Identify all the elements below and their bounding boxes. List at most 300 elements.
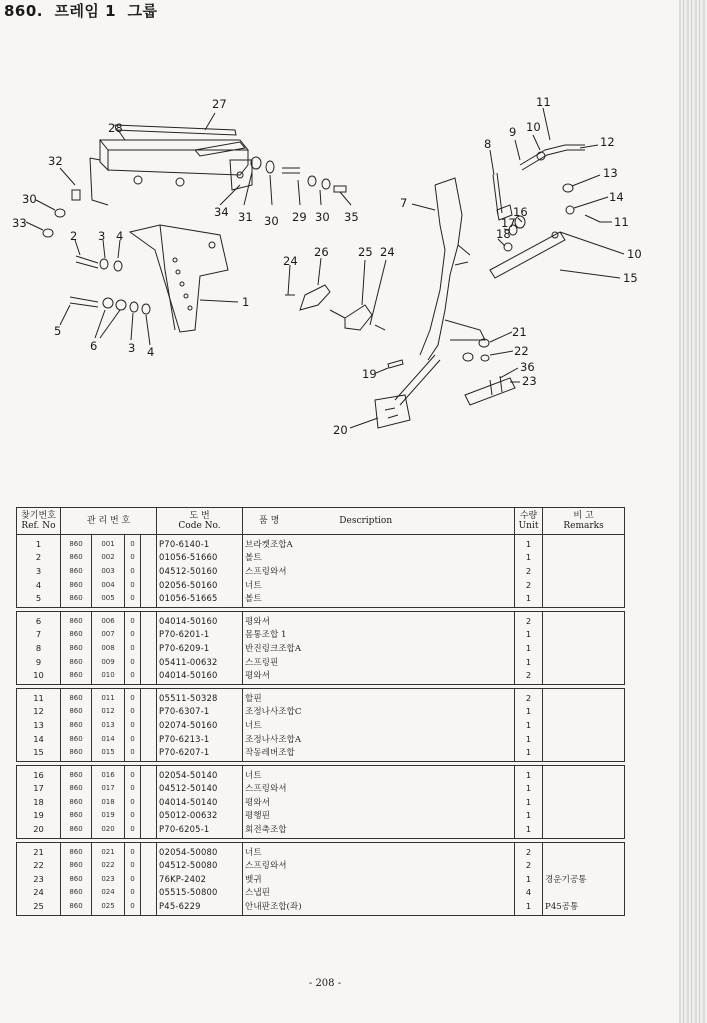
callout-24: 24 [283,254,298,268]
cell-code: 01056-51665 [157,591,243,607]
cell-qty: 1 [515,899,543,915]
cell-qty: 1 [515,809,543,823]
cell-remarks [543,591,625,607]
cell-blank [141,886,157,900]
header-mgmt: 관 리 번 호 [61,508,157,535]
cell-remarks [543,611,625,627]
cell-desc: 평와셔 [243,795,515,809]
cell-qty: 2 [515,668,543,684]
cell-remarks: P45공통 [543,899,625,915]
callout-14: 14 [609,190,624,204]
cell-remarks [543,628,625,642]
cell-desc: 스프링와셔 [243,564,515,578]
callout-30: 30 [22,192,37,206]
cell-v: 0 [125,551,141,565]
cell-code: 04512-50140 [157,782,243,796]
cell-qty: 1 [515,795,543,809]
cell-remarks [543,809,625,823]
cell-desc: 안내판조합(좌) [243,899,515,915]
cell-desc: 너트 [243,765,515,781]
callout-24b: 24 [380,245,395,259]
cell-n: 022 [92,858,125,872]
cell-n: 006 [92,611,125,627]
cell-remarks [543,732,625,746]
cell-blank [141,591,157,607]
parts-table [16,507,625,916]
cell-n: 009 [92,655,125,669]
cell-g: 860 [61,705,92,719]
cell-v: 0 [125,718,141,732]
cell-qty: 1 [515,732,543,746]
cell-code: P70-6201-1 [157,628,243,642]
cell-v: 0 [125,591,141,607]
table-row [17,782,625,796]
cell-remarks [543,886,625,900]
cell-g: 860 [61,782,92,796]
cell-qty: 2 [515,611,543,627]
table-row [17,705,625,719]
cell-n: 018 [92,795,125,809]
cell-code: 04014-50160 [157,668,243,684]
cell-ref: 5 [17,591,61,607]
cell-g: 860 [61,899,92,915]
cell-g: 860 [61,655,92,669]
table-row [17,872,625,886]
callout-11b: 11 [614,215,629,229]
cell-desc: 너트 [243,718,515,732]
cell-blank [141,795,157,809]
cell-ref: 21 [17,842,61,858]
header-description: 품 명 Description [243,508,515,535]
table-row [17,628,625,642]
callout-10b: 10 [627,247,642,261]
callout-20: 20 [333,423,348,437]
cell-code: P70-6205-1 [157,822,243,838]
cell-remarks [543,718,625,732]
cell-remarks [543,782,625,796]
cell-ref: 23 [17,872,61,886]
callout-33: 33 [12,216,27,230]
cell-v: 0 [125,782,141,796]
cell-n: 020 [92,822,125,838]
cell-code: 76KP-2402 [157,872,243,886]
cell-qty: 1 [515,872,543,886]
callout-10: 10 [526,120,541,134]
cell-desc: 스프링와셔 [243,782,515,796]
cell-g: 860 [61,641,92,655]
cell-code: P70-6209-1 [157,641,243,655]
cell-desc: 볼트 [243,591,515,607]
cell-desc: 조정나사조합C [243,705,515,719]
cell-n: 003 [92,564,125,578]
cell-v: 0 [125,872,141,886]
cell-code: 01056-51660 [157,551,243,565]
cell-n: 025 [92,899,125,915]
table-row [17,858,625,872]
cell-g: 860 [61,688,92,704]
cell-g: 860 [61,535,92,551]
callout-27: 27 [212,97,227,111]
table-row [17,551,625,565]
cell-n: 016 [92,765,125,781]
cell-remarks [543,705,625,719]
cell-code: P70-6213-1 [157,732,243,746]
cell-qty: 2 [515,688,543,704]
cell-desc: 평와셔 [243,668,515,684]
table-row [17,822,625,838]
cell-n: 011 [92,688,125,704]
cell-code: 04014-50140 [157,795,243,809]
cell-qty: 2 [515,578,543,592]
callout-17: 17 [501,216,516,230]
cell-remarks [543,745,625,761]
cell-qty: 1 [515,782,543,796]
cell-qty: 1 [515,705,543,719]
cell-blank [141,535,157,551]
cell-qty: 1 [515,551,543,565]
cell-desc: 브라켓조합A [243,535,515,551]
cell-ref: 16 [17,765,61,781]
page-title: 860. 프레임 1 그룹 [4,2,158,20]
cell-blank [141,641,157,655]
cell-ref: 22 [17,858,61,872]
cell-remarks [543,564,625,578]
table-row [17,611,625,627]
cell-v: 0 [125,886,141,900]
callout-30c: 30 [315,210,330,224]
cell-n: 004 [92,578,125,592]
cell-code: 02056-50160 [157,578,243,592]
callout-32: 32 [48,154,63,168]
cell-v: 0 [125,858,141,872]
cell-desc: 작동레버조합 [243,745,515,761]
cell-code: 02054-50080 [157,842,243,858]
table-row [17,718,625,732]
cell-blank [141,765,157,781]
cell-n: 012 [92,705,125,719]
cell-ref: 20 [17,822,61,838]
cell-ref: 3 [17,564,61,578]
cell-desc: 평행핀 [243,809,515,823]
cell-remarks [543,765,625,781]
callout-22: 22 [514,344,529,358]
header-code: 도 번 Code No. [157,508,243,535]
cell-ref: 14 [17,732,61,746]
callout-25: 25 [358,245,373,259]
callout-6: 6 [90,339,98,353]
cell-g: 860 [61,551,92,565]
cell-ref: 7 [17,628,61,642]
callout-21: 21 [512,325,527,339]
callout-13: 13 [603,166,618,180]
cell-n: 010 [92,668,125,684]
table-row [17,668,625,684]
cell-code: 05411-00632 [157,655,243,669]
table-row [17,535,625,551]
cell-n: 005 [92,591,125,607]
callout-12: 12 [600,135,615,149]
cell-desc: 반진링크조합A [243,641,515,655]
cell-g: 860 [61,842,92,858]
cell-blank [141,842,157,858]
cell-blank [141,655,157,669]
cell-g: 860 [61,886,92,900]
table-row [17,842,625,858]
cell-v: 0 [125,765,141,781]
cell-desc: 벳귀 [243,872,515,886]
cell-blank [141,899,157,915]
cell-code: P70-6140-1 [157,535,243,551]
cell-code: 04512-50080 [157,858,243,872]
cell-desc: 스프링와셔 [243,858,515,872]
cell-n: 017 [92,782,125,796]
cell-n: 008 [92,641,125,655]
callout-36: 36 [520,360,535,374]
callout-8: 8 [484,137,492,151]
table-row [17,765,625,781]
cell-remarks [543,535,625,551]
cell-ref: 1 [17,535,61,551]
cell-ref: 12 [17,705,61,719]
diagram-callouts [12,95,642,437]
cell-blank [141,745,157,761]
cell-v: 0 [125,564,141,578]
table-row [17,899,625,915]
callout-4: 4 [116,229,124,243]
cell-n: 002 [92,551,125,565]
cell-g: 860 [61,872,92,886]
cell-ref: 11 [17,688,61,704]
cell-code: 02074-50160 [157,718,243,732]
cell-ref: 25 [17,899,61,915]
cell-ref: 8 [17,641,61,655]
cell-remarks [543,551,625,565]
cell-v: 0 [125,795,141,809]
cell-blank [141,705,157,719]
table-header [17,508,625,535]
header-qty: 수량 Unit [515,508,543,535]
cell-v: 0 [125,745,141,761]
cell-remarks [543,655,625,669]
cell-blank [141,782,157,796]
cell-blank [141,564,157,578]
cell-qty: 2 [515,564,543,578]
cell-g: 860 [61,591,92,607]
cell-qty: 1 [515,641,543,655]
table-row [17,655,625,669]
cell-code: P45-6229 [157,899,243,915]
cell-ref: 15 [17,745,61,761]
cell-g: 860 [61,745,92,761]
cell-qty: 4 [515,886,543,900]
cell-qty: 1 [515,822,543,838]
callout-1: 1 [242,295,250,309]
table-row [17,795,625,809]
cell-v: 0 [125,732,141,746]
cell-remarks: 경운기공통 [543,872,625,886]
cell-n: 024 [92,886,125,900]
callout-5: 5 [54,324,62,338]
callout-4b: 4 [147,345,155,359]
cell-ref: 17 [17,782,61,796]
callout-26: 26 [314,245,329,259]
parts-body [17,535,625,916]
cell-desc: 스냅핀 [243,886,515,900]
cell-ref: 4 [17,578,61,592]
table-row [17,809,625,823]
callout-16: 16 [513,205,528,219]
cell-remarks [543,578,625,592]
callout-23: 23 [522,374,537,388]
cell-blank [141,732,157,746]
cell-qty: 1 [515,765,543,781]
cell-v: 0 [125,611,141,627]
cell-ref: 2 [17,551,61,565]
page-number: - 208 - [308,978,342,989]
cell-g: 860 [61,611,92,627]
cell-desc: 몸통조합 1 [243,628,515,642]
callout-18: 18 [496,227,511,241]
cell-blank [141,822,157,838]
cell-v: 0 [125,578,141,592]
callout-9: 9 [509,125,517,139]
exploded-parts-diagram [0,0,707,500]
cell-ref: 24 [17,886,61,900]
cell-ref: 10 [17,668,61,684]
cell-code: 05012-00632 [157,809,243,823]
cell-code: P70-6307-1 [157,705,243,719]
callout-28: 28 [108,121,123,135]
cell-qty: 1 [515,718,543,732]
callout-7: 7 [400,196,408,210]
cell-blank [141,718,157,732]
cell-ref: 6 [17,611,61,627]
callout-34: 34 [214,205,229,219]
cell-desc: 조정나사조합A [243,732,515,746]
table-row [17,745,625,761]
cell-n: 013 [92,718,125,732]
cell-remarks [543,688,625,704]
cell-ref: 13 [17,718,61,732]
cell-qty: 1 [515,655,543,669]
cell-g: 860 [61,564,92,578]
cell-desc: 볼트 [243,551,515,565]
cell-v: 0 [125,705,141,719]
table-row [17,564,625,578]
cell-g: 860 [61,732,92,746]
cell-remarks [543,795,625,809]
cell-v: 0 [125,655,141,669]
cell-v: 0 [125,628,141,642]
cell-blank [141,688,157,704]
cell-blank [141,668,157,684]
cell-remarks [543,858,625,872]
cell-code: 05511-50328 [157,688,243,704]
table-row [17,591,625,607]
table-row [17,641,625,655]
cell-blank [141,578,157,592]
cell-qty: 1 [515,591,543,607]
callout-3: 3 [98,229,106,243]
cell-qty: 1 [515,535,543,551]
cell-g: 860 [61,668,92,684]
cell-v: 0 [125,668,141,684]
cell-v: 0 [125,899,141,915]
cell-remarks [543,822,625,838]
cell-ref: 9 [17,655,61,669]
cell-g: 860 [61,628,92,642]
cell-ref: 19 [17,809,61,823]
cell-code: 04014-50160 [157,611,243,627]
cell-desc: 회전축조합 [243,822,515,838]
cell-code: 02054-50140 [157,765,243,781]
callout-19: 19 [362,367,377,381]
cell-desc: 할핀 [243,688,515,704]
cell-v: 0 [125,809,141,823]
callout-15: 15 [623,271,638,285]
cell-remarks [543,668,625,684]
cell-code: 05515-50800 [157,886,243,900]
cell-code: 04512-50160 [157,564,243,578]
cell-blank [141,872,157,886]
cell-v: 0 [125,822,141,838]
cell-g: 860 [61,809,92,823]
cell-v: 0 [125,535,141,551]
cell-desc: 너트 [243,842,515,858]
cell-remarks [543,842,625,858]
cell-qty: 2 [515,858,543,872]
callout-30b: 30 [264,214,279,228]
cell-g: 860 [61,858,92,872]
cell-n: 023 [92,872,125,886]
cell-ref: 18 [17,795,61,809]
cell-n: 001 [92,535,125,551]
cell-remarks [543,641,625,655]
callout-29: 29 [292,210,307,224]
cell-v: 0 [125,688,141,704]
cell-qty: 1 [515,628,543,642]
cell-g: 860 [61,795,92,809]
cell-g: 860 [61,822,92,838]
cell-g: 860 [61,718,92,732]
callout-31: 31 [238,210,253,224]
table-row [17,886,625,900]
table-row [17,688,625,704]
cell-g: 860 [61,765,92,781]
callout-3b: 3 [128,341,136,355]
cell-n: 014 [92,732,125,746]
cell-v: 0 [125,641,141,655]
cell-blank [141,551,157,565]
cell-n: 021 [92,842,125,858]
table-row [17,578,625,592]
cell-n: 019 [92,809,125,823]
cell-v: 0 [125,842,141,858]
cell-n: 015 [92,745,125,761]
cell-blank [141,611,157,627]
cell-desc: 너트 [243,578,515,592]
cell-qty: 1 [515,745,543,761]
cell-code: P70-6207-1 [157,745,243,761]
callout-35: 35 [344,210,359,224]
callout-11: 11 [536,95,551,109]
callout-2: 2 [70,229,78,243]
cell-qty: 2 [515,842,543,858]
cell-g: 860 [61,578,92,592]
cell-desc: 평와셔 [243,611,515,627]
header-ref: 찾기번호 Ref. No [17,508,61,535]
cell-blank [141,809,157,823]
